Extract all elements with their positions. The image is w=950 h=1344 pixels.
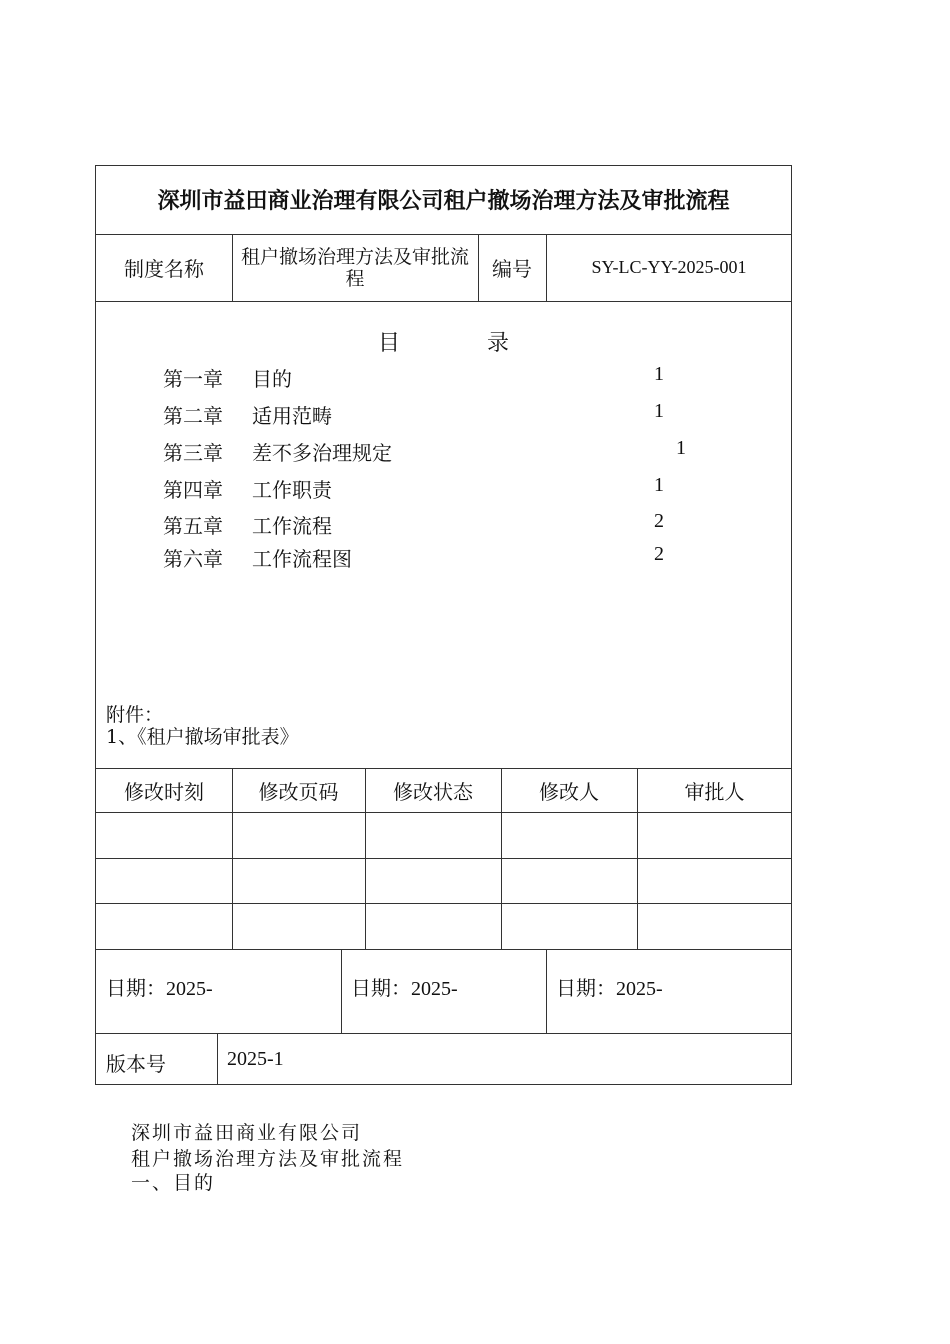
date-label: 日期： — [106, 976, 166, 1000]
toc-name: 目的 — [252, 367, 292, 391]
toc-name: 工作职责 — [252, 478, 332, 502]
toc-item — [163, 474, 332, 503]
toc-name: 工作流程图 — [252, 547, 352, 571]
date-label: 日期： — [556, 976, 616, 1000]
rev-header-approver: 审批人 — [684, 779, 745, 804]
date-2 — [351, 972, 458, 1001]
rev-header-editor: 修改人 — [539, 779, 599, 804]
toc-page: 1 — [654, 400, 664, 422]
attachment-label: 附件： — [106, 704, 164, 726]
body-line: 深圳市益田商业有限公司 — [131, 1122, 363, 1144]
divider — [341, 949, 342, 1033]
divider — [217, 1033, 218, 1085]
version-label: 版本号 — [106, 1052, 166, 1076]
version-value: 2025-1 — [227, 1048, 284, 1070]
rev-header-time: 修改时刻 — [124, 779, 204, 804]
code-value: SY-LC-YY-2025-001 — [591, 257, 747, 277]
name-value: 租户撤场治理方法及审批流程 — [240, 245, 469, 290]
rev-header-page: 修改页码 — [258, 779, 339, 804]
date-3 — [556, 972, 663, 1001]
code-label: 编号 — [492, 257, 532, 281]
body-line: 租户撤场治理方法及审批流程 — [131, 1148, 405, 1170]
toc-chapter: 第六章 — [163, 547, 223, 571]
toc-item — [163, 363, 292, 392]
divider — [96, 858, 791, 859]
rev-header-status: 修改状态 — [393, 779, 473, 804]
date-value: 2025- — [616, 978, 663, 1000]
toc-chapter: 第三章 — [163, 441, 223, 465]
toc-chapter: 第一章 — [163, 367, 223, 391]
divider — [637, 768, 638, 949]
document-frame — [95, 165, 792, 1085]
toc-item — [163, 543, 352, 572]
toc-chapter: 第二章 — [163, 404, 223, 428]
toc-page: 2 — [654, 543, 664, 565]
divider — [365, 768, 366, 949]
divider — [96, 812, 791, 813]
body-line: 一、目的 — [131, 1172, 216, 1194]
toc-item — [163, 437, 392, 466]
toc-page: 1 — [654, 363, 664, 385]
date-value: 2025- — [411, 978, 458, 1000]
divider — [501, 768, 502, 949]
divider — [96, 301, 791, 302]
toc-page: 1 — [676, 437, 686, 459]
divider — [546, 949, 547, 1033]
divider — [232, 768, 233, 949]
toc-item — [163, 510, 332, 539]
toc-name: 适用范畴 — [252, 404, 332, 428]
divider — [96, 1033, 791, 1034]
attachment-item: 1、《租户撤场审批表》 — [106, 726, 299, 748]
toc-page: 1 — [654, 474, 664, 496]
date-1 — [106, 972, 213, 1001]
date-label: 日期： — [351, 976, 411, 1000]
toc-name: 差不多治理规定 — [252, 441, 392, 465]
toc-name: 工作流程 — [252, 514, 332, 538]
name-label: 制度名称 — [124, 257, 204, 281]
divider — [96, 949, 791, 950]
divider — [96, 903, 791, 904]
toc-chapter: 第四章 — [163, 478, 223, 502]
toc-title: 目 录 — [378, 331, 549, 356]
toc-item — [163, 400, 332, 429]
toc-page: 2 — [654, 510, 664, 532]
doc-title: 深圳市益田商业治理有限公司租户撤场治理方法及审批流程 — [157, 189, 730, 214]
date-value: 2025- — [166, 978, 213, 1000]
toc-chapter: 第五章 — [163, 514, 223, 538]
